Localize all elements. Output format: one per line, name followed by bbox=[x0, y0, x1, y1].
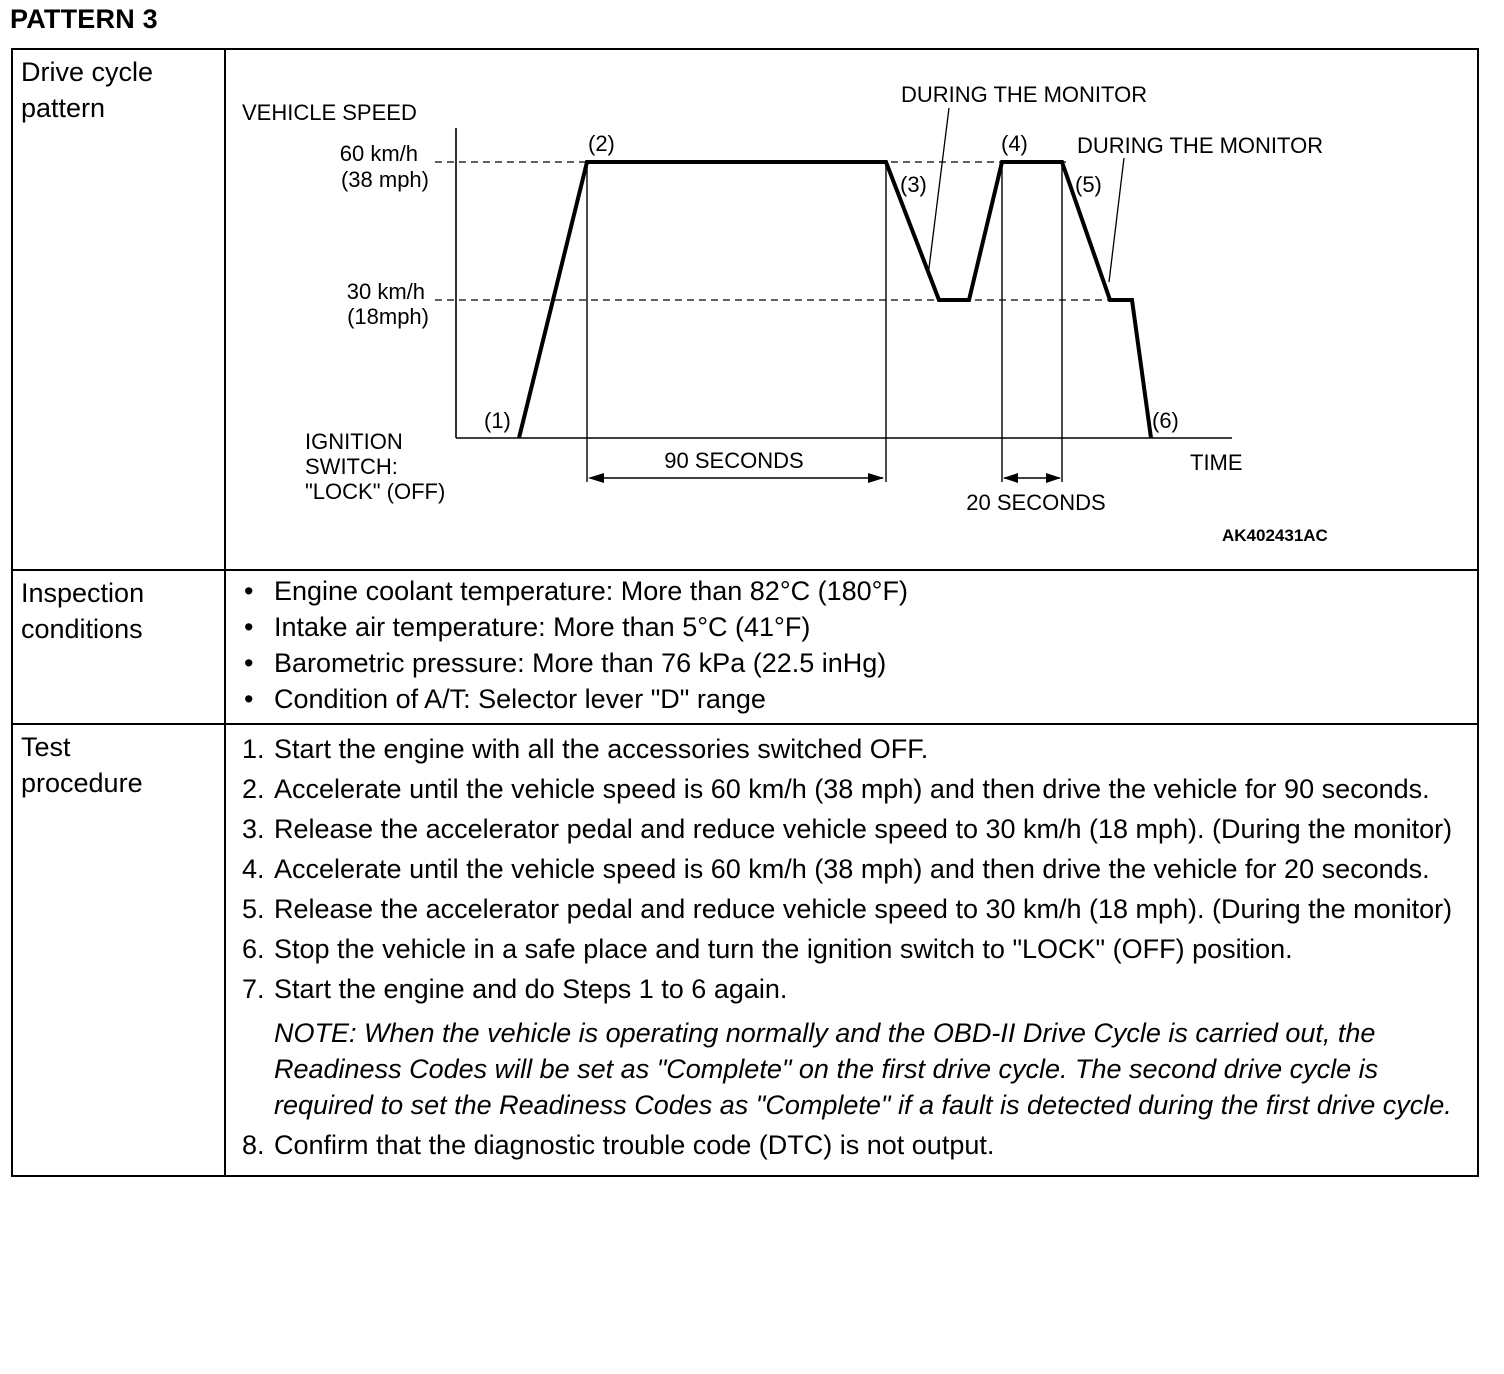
list-item bbox=[242, 851, 1467, 887]
list-item bbox=[242, 931, 1467, 967]
inspection-conditions-cell bbox=[225, 570, 1478, 724]
drive-cycle-table bbox=[11, 48, 1479, 1177]
duration-20-label: 20 SECONDS bbox=[966, 490, 1106, 515]
readiness-note: NOTE: When the vehicle is operating normally and the OBD-II Drive Cycle is carried out, the Readiness Codes will be set as "Complete" on the first drive cycle. The second drive cycle is required to set the Readiness Codes as "Complete" if a fault is detected during the first drive cycle. bbox=[274, 1018, 1452, 1120]
condition-text: Barometric pressure: More than 76 kPa (22.5 inHg) bbox=[274, 648, 887, 678]
ignition-label-1: IGNITION bbox=[305, 429, 403, 454]
point-3-label: (3) bbox=[900, 172, 927, 197]
ignition-label-2: SWITCH: bbox=[305, 454, 398, 479]
monitor-label-1: DURING THE MONITOR bbox=[901, 82, 1148, 107]
step-number: 5. bbox=[242, 894, 265, 924]
list-item bbox=[242, 731, 1467, 767]
point-5-label: (5) bbox=[1075, 172, 1102, 197]
duration-20-arrowhead-left bbox=[1003, 473, 1018, 483]
step-text: Release the accelerator pedal and reduce vehicle speed to 30 km/h (18 mph). (During the monitor) bbox=[274, 894, 1453, 924]
conditions-list bbox=[242, 573, 1477, 717]
list-item bbox=[242, 681, 1477, 717]
list-item bbox=[242, 573, 1477, 609]
step-text: Stop the vehicle in a safe place and turn the ignition switch to "LOCK" (OFF) position. bbox=[274, 934, 1293, 964]
condition-text: Condition of A/T: Selector lever "D" range bbox=[274, 684, 766, 714]
step-text: Accelerate until the vehicle speed is 60 km/h (38 mph) and then drive the vehicle for 20 seconds. bbox=[274, 854, 1430, 884]
step-number: 8. bbox=[242, 1130, 265, 1160]
step-number: 3. bbox=[242, 814, 265, 844]
monitor-leader-1 bbox=[928, 108, 949, 276]
test-label-cell bbox=[12, 724, 225, 1176]
point-1-label: (1) bbox=[484, 408, 511, 433]
list-item bbox=[242, 771, 1467, 807]
test-procedure-cell bbox=[225, 724, 1478, 1176]
list-item bbox=[242, 1127, 1467, 1163]
bullet-icon: • bbox=[244, 612, 254, 642]
test-label: Test procedure bbox=[21, 732, 143, 798]
step-number: 4. bbox=[242, 854, 265, 884]
list-item bbox=[242, 811, 1467, 847]
step-text: Start the engine and do Steps 1 to 6 again. bbox=[274, 974, 788, 1004]
bullet-icon: • bbox=[244, 684, 254, 714]
duration-20-arrowhead-right bbox=[1046, 473, 1061, 483]
duration-90-arrowhead-right bbox=[868, 473, 884, 483]
point-2-label: (2) bbox=[588, 131, 615, 156]
speed-30-label: 30 km/h bbox=[346, 279, 425, 304]
list-item bbox=[242, 971, 1467, 1007]
ignition-label-3: "LOCK" (OFF) bbox=[305, 479, 446, 504]
drive-cycle-label: Drive cycle pattern bbox=[21, 57, 154, 123]
steps-list bbox=[242, 731, 1467, 1007]
bullet-icon: • bbox=[244, 648, 254, 678]
speed-60-mph-label: (38 mph) bbox=[340, 167, 429, 192]
steps-list-continued bbox=[242, 1127, 1467, 1163]
list-item bbox=[242, 609, 1477, 645]
figure-code: AK402431AC bbox=[1222, 526, 1328, 545]
step-number: 7. bbox=[242, 974, 265, 1004]
bullet-icon: • bbox=[244, 576, 254, 606]
duration-90-arrowhead-left bbox=[588, 473, 604, 483]
speed-30-mph-label: (18mph) bbox=[347, 304, 429, 329]
speed-60-label: 60 km/h bbox=[339, 141, 418, 166]
step-text: Accelerate until the vehicle speed is 60 km/h (38 mph) and then drive the vehicle for 90 seconds. bbox=[274, 774, 1430, 804]
list-item bbox=[242, 891, 1467, 927]
duration-90-label: 90 SECONDS bbox=[664, 448, 804, 473]
monitor-leader-2 bbox=[1109, 158, 1124, 282]
step-text: Start the engine with all the accessories switched OFF. bbox=[274, 734, 929, 764]
inspection-label: Inspection conditions bbox=[21, 578, 145, 644]
drive-cycle-label-cell bbox=[12, 49, 225, 570]
drive-cycle-diagram bbox=[226, 50, 1486, 569]
test-procedure-row bbox=[12, 724, 1478, 1176]
step-text: Release the accelerator pedal and reduce vehicle speed to 30 km/h (18 mph). (During the monitor) bbox=[274, 814, 1453, 844]
step-number: 6. bbox=[242, 934, 265, 964]
step-number: 2. bbox=[242, 774, 265, 804]
point-6-label: (6) bbox=[1152, 408, 1179, 433]
step-text: Confirm that the diagnostic trouble code (DTC) is not output. bbox=[274, 1130, 995, 1160]
page-heading: PATTERN 3 bbox=[10, 4, 158, 34]
condition-text: Engine coolant temperature: More than 82°C (180°F) bbox=[274, 576, 908, 606]
inspection-row bbox=[12, 570, 1478, 724]
inspection-label-cell bbox=[12, 570, 225, 724]
drive-cycle-row bbox=[12, 49, 1478, 570]
x-axis-label: TIME bbox=[1190, 450, 1243, 475]
y-axis-label: VEHICLE SPEED bbox=[242, 100, 417, 125]
drive-cycle-diagram-cell bbox=[225, 49, 1478, 570]
point-4-label: (4) bbox=[1001, 131, 1028, 156]
condition-text: Intake air temperature: More than 5°C (41°F) bbox=[274, 612, 811, 642]
step-number: 1. bbox=[242, 734, 265, 764]
list-item bbox=[242, 645, 1477, 681]
monitor-label-2: DURING THE MONITOR bbox=[1077, 133, 1324, 158]
